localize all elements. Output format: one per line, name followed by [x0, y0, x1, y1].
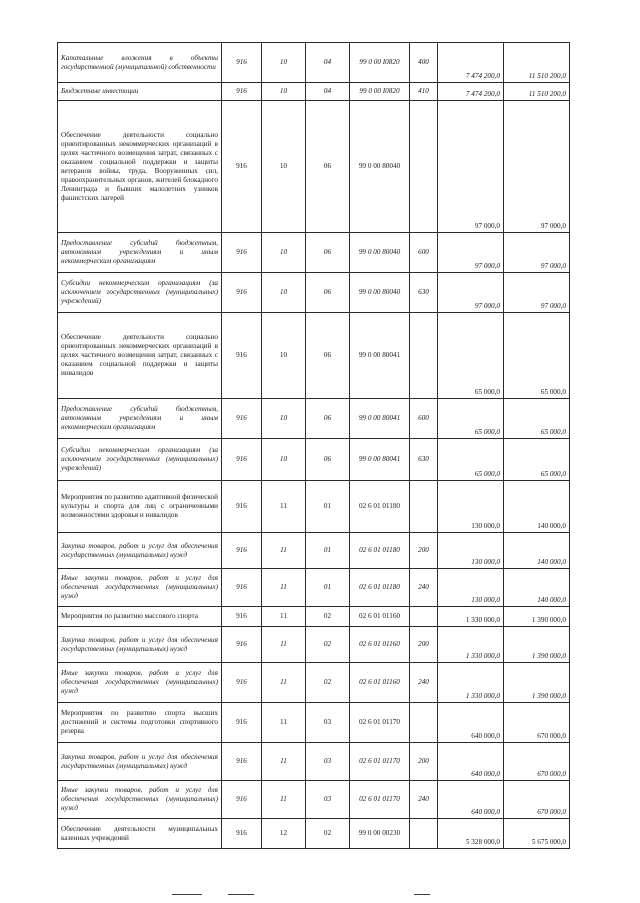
- table-row: [58, 399, 570, 439]
- table-row: [58, 703, 570, 743]
- ved-code-cell: 916: [222, 101, 262, 233]
- row-name-cell: Мероприятия по развитию адаптивной физической культуры и спорта для лиц с ограниченными возможностями здоровья и инвалидов: [58, 481, 222, 533]
- target-article-cell: 02 6 01 01180: [350, 569, 410, 607]
- expense-type-cell: 240: [410, 663, 438, 703]
- ved-code-cell: 916: [222, 607, 262, 627]
- expense-type-cell: 600: [410, 399, 438, 439]
- section-code-cell: 11: [262, 627, 306, 663]
- subsection-code-cell: 06: [306, 273, 350, 313]
- amount-year1-cell: 97 000,0: [438, 233, 504, 273]
- table-row: [58, 781, 570, 819]
- ved-code-cell: 916: [222, 819, 262, 849]
- subsection-code-cell: 06: [306, 399, 350, 439]
- amount-year1-cell: 640 000,0: [438, 781, 504, 819]
- row-name-cell: Иные закупки товаров, работ и услуг для обеспечения государственных (муниципальных) нужд: [58, 569, 222, 607]
- row-name-cell: Закупка товаров, работ и услуг для обеспечения государственных (муниципальных) нужд: [58, 627, 222, 663]
- section-code-cell: 10: [262, 101, 306, 233]
- row-name-cell: Предоставление субсидий бюджетным, автономным учреждениям и иным некоммерческим организациям: [58, 399, 222, 439]
- target-article-cell: 99 0 00 80041: [350, 439, 410, 481]
- row-name-cell: Субсидии некоммерческим организациям (за исключением государственных (муниципальных) учреждений): [58, 273, 222, 313]
- ved-code-cell: 916: [222, 313, 262, 399]
- table-row: [58, 481, 570, 533]
- footer-mark: [414, 894, 430, 895]
- row-name-cell: Мероприятия по развитию спорта высших достижений и системы подготовки спортивного резерва: [58, 703, 222, 743]
- row-name-cell: Обеспечение деятельности социально ориентированных некоммерческих организаций в целях частичного возмещения затрат, связанных с оказанием социальной поддержки и защиты ветеранов войны, труда, Вооруженных сил, правоохранительных органов, жителей блокадного Ленинграда и бывших малолетних узников фашистских лагерей: [58, 101, 222, 233]
- target-article-cell: 02 6 01 01160: [350, 663, 410, 703]
- amount-year1-cell: 130 000,0: [438, 533, 504, 569]
- amount-year2-cell: 65 000,0: [504, 399, 570, 439]
- ved-code-cell: 916: [222, 439, 262, 481]
- target-article-cell: 02 6 01 01180: [350, 533, 410, 569]
- expense-type-cell: [410, 607, 438, 627]
- section-code-cell: 10: [262, 273, 306, 313]
- target-article-cell: 02 6 01 01160: [350, 627, 410, 663]
- section-code-cell: 10: [262, 83, 306, 101]
- expense-type-cell: 400: [410, 43, 438, 83]
- amount-year1-cell: 1 330 000,0: [438, 663, 504, 703]
- subsection-code-cell: 01: [306, 533, 350, 569]
- row-name-cell: Иные закупки товаров, работ и услуг для обеспечения государственных (муниципальных) нужд: [58, 781, 222, 819]
- target-article-cell: 99 0 00 80040: [350, 101, 410, 233]
- budget-table: [57, 42, 570, 849]
- amount-year1-cell: 65 000,0: [438, 313, 504, 399]
- table-row: [58, 273, 570, 313]
- section-code-cell: 11: [262, 533, 306, 569]
- table-row: [58, 569, 570, 607]
- amount-year1-cell: 65 000,0: [438, 399, 504, 439]
- amount-year2-cell: 140 000,0: [504, 533, 570, 569]
- amount-year2-cell: 670 000,0: [504, 703, 570, 743]
- target-article-cell: 02 6 01 01170: [350, 781, 410, 819]
- amount-year1-cell: 7 474 200,0: [438, 43, 504, 83]
- subsection-code-cell: 06: [306, 101, 350, 233]
- amount-year2-cell: 5 675 000,0: [504, 819, 570, 849]
- amount-year2-cell: 97 000,0: [504, 101, 570, 233]
- footer-mark: [228, 894, 254, 895]
- amount-year2-cell: 670 000,0: [504, 781, 570, 819]
- ved-code-cell: 916: [222, 569, 262, 607]
- row-name-cell: Капитальные вложения в объекты государственной (муниципальной) собственности: [58, 43, 222, 83]
- subsection-code-cell: 06: [306, 313, 350, 399]
- subsection-code-cell: 06: [306, 439, 350, 481]
- table-row: [58, 439, 570, 481]
- section-code-cell: 11: [262, 569, 306, 607]
- row-name-cell: Обеспечение деятельности муниципальных казенных учреждений: [58, 819, 222, 849]
- subsection-code-cell: 02: [306, 627, 350, 663]
- ved-code-cell: 916: [222, 481, 262, 533]
- amount-year1-cell: 97 000,0: [438, 101, 504, 233]
- section-code-cell: 10: [262, 313, 306, 399]
- expense-type-cell: [410, 481, 438, 533]
- ved-code-cell: 916: [222, 83, 262, 101]
- ved-code-cell: 916: [222, 627, 262, 663]
- table-row: [58, 533, 570, 569]
- ved-code-cell: 916: [222, 663, 262, 703]
- subsection-code-cell: 04: [306, 43, 350, 83]
- table-row: [58, 819, 570, 849]
- expense-type-cell: [410, 313, 438, 399]
- subsection-code-cell: 03: [306, 781, 350, 819]
- amount-year2-cell: 11 510 200,0: [504, 83, 570, 101]
- ved-code-cell: 916: [222, 703, 262, 743]
- expense-type-cell: 410: [410, 83, 438, 101]
- subsection-code-cell: 03: [306, 743, 350, 781]
- target-article-cell: 99 0 00 80041: [350, 399, 410, 439]
- target-article-cell: 99 0 00 80041: [350, 313, 410, 399]
- expense-type-cell: [410, 101, 438, 233]
- table-row: [58, 607, 570, 627]
- expense-type-cell: 200: [410, 533, 438, 569]
- amount-year1-cell: 130 000,0: [438, 569, 504, 607]
- expense-type-cell: 240: [410, 781, 438, 819]
- expense-type-cell: [410, 819, 438, 849]
- section-code-cell: 12: [262, 819, 306, 849]
- section-code-cell: 10: [262, 439, 306, 481]
- amount-year1-cell: 1 330 000,0: [438, 627, 504, 663]
- target-article-cell: 02 6 01 01160: [350, 607, 410, 627]
- section-code-cell: 11: [262, 743, 306, 781]
- amount-year2-cell: 670 000,0: [504, 743, 570, 781]
- row-name-cell: Предоставление субсидий бюджетным, автономным учреждениям и иным некоммерческим организациям: [58, 233, 222, 273]
- section-code-cell: 11: [262, 703, 306, 743]
- section-code-cell: 10: [262, 233, 306, 273]
- table-row: [58, 43, 570, 83]
- table-row: [58, 101, 570, 233]
- amount-year2-cell: 65 000,0: [504, 313, 570, 399]
- amount-year1-cell: 640 000,0: [438, 743, 504, 781]
- subsection-code-cell: 04: [306, 83, 350, 101]
- row-name-cell: Иные закупки товаров, работ и услуг для обеспечения государственных (муниципальных) нужд: [58, 663, 222, 703]
- row-name-cell: Обеспечение деятельности социально ориентированных некоммерческих организаций в целях частичного возмещения затрат, связанных с оказанием социальной поддержки и защиты инвалидов: [58, 313, 222, 399]
- expense-type-cell: 600: [410, 233, 438, 273]
- subsection-code-cell: 02: [306, 663, 350, 703]
- section-code-cell: 10: [262, 43, 306, 83]
- target-article-cell: 99 0 00 80040: [350, 273, 410, 313]
- amount-year1-cell: 1 330 000,0: [438, 607, 504, 627]
- amount-year1-cell: 97 000,0: [438, 273, 504, 313]
- table-row: [58, 743, 570, 781]
- table-row: [58, 313, 570, 399]
- table-row: [58, 83, 570, 101]
- section-code-cell: 10: [262, 399, 306, 439]
- amount-year1-cell: 130 000,0: [438, 481, 504, 533]
- amount-year2-cell: 11 510 200,0: [504, 43, 570, 83]
- expense-type-cell: [410, 703, 438, 743]
- expense-type-cell: 240: [410, 569, 438, 607]
- subsection-code-cell: 06: [306, 233, 350, 273]
- ved-code-cell: 916: [222, 233, 262, 273]
- ved-code-cell: 916: [222, 781, 262, 819]
- row-name-cell: Закупка товаров, работ и услуг для обеспечения государственных (муниципальных) нужд: [58, 533, 222, 569]
- expense-type-cell: 200: [410, 743, 438, 781]
- amount-year2-cell: 140 000,0: [504, 481, 570, 533]
- amount-year1-cell: 640 000,0: [438, 703, 504, 743]
- target-article-cell: 99 0 00 I0820: [350, 83, 410, 101]
- amount-year1-cell: 5 328 000,0: [438, 819, 504, 849]
- target-article-cell: 99 0 00 I0820: [350, 43, 410, 83]
- subsection-code-cell: 03: [306, 703, 350, 743]
- ved-code-cell: 916: [222, 533, 262, 569]
- amount-year1-cell: 7 474 200,0: [438, 83, 504, 101]
- amount-year1-cell: 65 000,0: [438, 439, 504, 481]
- target-article-cell: 99 0 00 00230: [350, 819, 410, 849]
- subsection-code-cell: 02: [306, 819, 350, 849]
- target-article-cell: 99 0 00 80040: [350, 233, 410, 273]
- row-name-cell: Бюджетные инвестиции: [58, 83, 222, 101]
- section-code-cell: 11: [262, 663, 306, 703]
- row-name-cell: Закупка товаров, работ и услуг для обеспечения государственных (муниципальных) нужд: [58, 743, 222, 781]
- ved-code-cell: 916: [222, 743, 262, 781]
- section-code-cell: 11: [262, 481, 306, 533]
- row-name-cell: Мероприятия по развитию массового спорта: [58, 607, 222, 627]
- expense-type-cell: 200: [410, 627, 438, 663]
- table-row: [58, 627, 570, 663]
- ved-code-cell: 916: [222, 273, 262, 313]
- amount-year2-cell: 1 390 000,0: [504, 627, 570, 663]
- section-code-cell: 11: [262, 781, 306, 819]
- amount-year2-cell: 97 000,0: [504, 273, 570, 313]
- subsection-code-cell: 01: [306, 481, 350, 533]
- ved-code-cell: 916: [222, 43, 262, 83]
- ved-code-cell: 916: [222, 399, 262, 439]
- amount-year2-cell: 65 000,0: [504, 439, 570, 481]
- table-row: [58, 663, 570, 703]
- subsection-code-cell: 02: [306, 607, 350, 627]
- budget-table-page: [57, 42, 569, 849]
- amount-year2-cell: 1 390 000,0: [504, 607, 570, 627]
- footer-mark: [172, 894, 202, 895]
- amount-year2-cell: 97 000,0: [504, 233, 570, 273]
- target-article-cell: 02 6 01 01170: [350, 743, 410, 781]
- expense-type-cell: 630: [410, 439, 438, 481]
- target-article-cell: 02 6 01 01170: [350, 703, 410, 743]
- amount-year2-cell: 140 000,0: [504, 569, 570, 607]
- amount-year2-cell: 1 390 000,0: [504, 663, 570, 703]
- table-body: [58, 43, 570, 849]
- target-article-cell: 02 6 01 01180: [350, 481, 410, 533]
- expense-type-cell: 630: [410, 273, 438, 313]
- section-code-cell: 11: [262, 607, 306, 627]
- subsection-code-cell: 01: [306, 569, 350, 607]
- table-row: [58, 233, 570, 273]
- row-name-cell: Субсидии некоммерческим организациям (за исключением государственных (муниципальных) учреждений): [58, 439, 222, 481]
